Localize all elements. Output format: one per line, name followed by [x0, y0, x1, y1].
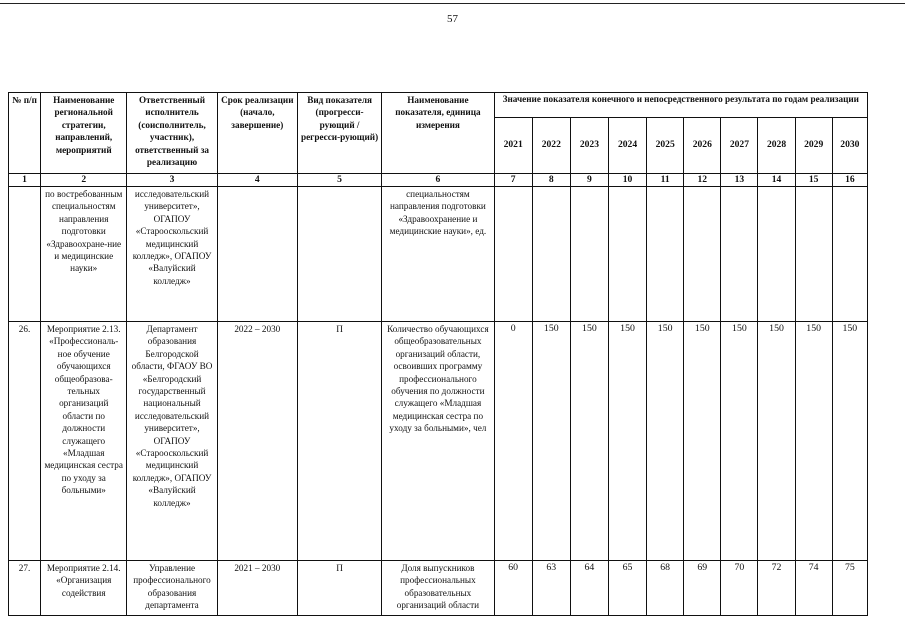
- row-value: 150: [758, 322, 795, 561]
- header-number: № п/п: [9, 93, 41, 174]
- indicators-table: [8, 92, 868, 616]
- row-value: 0: [494, 322, 532, 561]
- row-name: Мероприятие 2.13. «Профессиональ-ное обучение обучающихся общеобразова-тельных организаций области по должности служащего «Младшая медицинская сестра по уходу за больными»: [41, 322, 127, 561]
- row-value: [647, 187, 684, 322]
- row-value: [570, 187, 608, 322]
- header-year: 2021: [494, 118, 532, 174]
- page-number: 57: [447, 13, 458, 25]
- column-number: 10: [608, 174, 646, 187]
- column-number: 11: [647, 174, 684, 187]
- header-year: 2029: [795, 118, 832, 174]
- row-period: 2021 – 2030: [217, 561, 297, 616]
- column-number: 14: [758, 174, 795, 187]
- row-indicator: специальностям направления подготовки «Здравоохранение и медицинские науки», ед.: [382, 187, 494, 322]
- row-value: 72: [758, 561, 795, 616]
- header-name: Наименование региональной стратегии, направлений, мероприятий: [41, 93, 127, 174]
- row-value: 150: [832, 322, 867, 561]
- header-values-group: Значение показателя конечного и непосредственного результата по годам реализации: [494, 93, 867, 118]
- row-executor: исследовательский университет», ОГАПОУ «Старооскольский медицинский колледж», ОГАПОУ «Валуйский колледж»: [127, 187, 217, 322]
- row-name: Мероприятие 2.14. «Организация содействия: [41, 561, 127, 616]
- column-number: 15: [795, 174, 832, 187]
- row-value: 60: [494, 561, 532, 616]
- header-year: 2022: [532, 118, 570, 174]
- row-value: 150: [647, 322, 684, 561]
- row-value: 68: [647, 561, 684, 616]
- column-numbers-row: [9, 174, 868, 187]
- column-number: 5: [297, 174, 381, 187]
- row-indicator: Количество обучающихся общеобразовательных организаций области, освоивших программу профессионального обучения по должности служащего «Младшая медицинская сестра по уходу за больными», чел: [382, 322, 494, 561]
- row-value: 75: [832, 561, 867, 616]
- row-value: 150: [570, 322, 608, 561]
- row-name: по востребованным специальностям направления подготовки «Здравоохране-ние и медицинские науки»: [41, 187, 127, 322]
- column-number: 2: [41, 174, 127, 187]
- row-indicator: Доля выпускников профессиональных образовательных организаций области: [382, 561, 494, 616]
- header-year: 2030: [832, 118, 867, 174]
- row-value: [684, 187, 721, 322]
- row-value: [532, 187, 570, 322]
- row-value: 150: [721, 322, 758, 561]
- header-year: 2027: [721, 118, 758, 174]
- row-value: 150: [608, 322, 646, 561]
- row-value: 64: [570, 561, 608, 616]
- row-type: [297, 187, 381, 322]
- table-row: [9, 322, 868, 561]
- header-year: 2023: [570, 118, 608, 174]
- header-year: 2028: [758, 118, 795, 174]
- column-number: 9: [570, 174, 608, 187]
- column-number: 4: [217, 174, 297, 187]
- row-type: П: [297, 561, 381, 616]
- row-value: 150: [532, 322, 570, 561]
- row-value: [721, 187, 758, 322]
- row-value: 150: [684, 322, 721, 561]
- row-period: [217, 187, 297, 322]
- row-executor: Департамент образования Белгородской области, ФГАОУ ВО «Белгородский государственный национальный исследовательский университет», ОГАПОУ «Старооскольский медицинский колледж», ОГАПОУ «Валуйский колледж»: [127, 322, 217, 561]
- column-number: 16: [832, 174, 867, 187]
- header-indicator-type: Вид показателя (прогресси-рующий / регресси-рующий): [297, 93, 381, 174]
- row-value: 69: [684, 561, 721, 616]
- header-year: 2026: [684, 118, 721, 174]
- row-value: 63: [532, 561, 570, 616]
- column-number: 1: [9, 174, 41, 187]
- row-number: [9, 187, 41, 322]
- row-value: 70: [721, 561, 758, 616]
- column-number: 12: [684, 174, 721, 187]
- header-indicator-name: Наименование показателя, единица измерения: [382, 93, 494, 174]
- column-number: 8: [532, 174, 570, 187]
- header-year: 2025: [647, 118, 684, 174]
- row-number: 27.: [9, 561, 41, 616]
- row-value: [795, 187, 832, 322]
- column-number: 7: [494, 174, 532, 187]
- row-period: 2022 – 2030: [217, 322, 297, 561]
- row-value: [758, 187, 795, 322]
- row-value: [832, 187, 867, 322]
- row-type: П: [297, 322, 381, 561]
- header-period: Срок реализации (начало, завершение): [217, 93, 297, 174]
- column-number: 13: [721, 174, 758, 187]
- table-header-row: [9, 93, 868, 118]
- row-value: [608, 187, 646, 322]
- table-row: [9, 561, 868, 616]
- row-value: 65: [608, 561, 646, 616]
- column-number: 6: [382, 174, 494, 187]
- header-executor: Ответственный исполнитель (соисполнитель, участник), ответственный за реализацию: [127, 93, 217, 174]
- table-row: [9, 187, 868, 322]
- column-number: 3: [127, 174, 217, 187]
- row-executor: Управление профессионального образования департамента: [127, 561, 217, 616]
- page-top-rule: [0, 3, 905, 4]
- header-year: 2024: [608, 118, 646, 174]
- row-value: [494, 187, 532, 322]
- row-value: 74: [795, 561, 832, 616]
- row-value: 150: [795, 322, 832, 561]
- row-number: 26.: [9, 322, 41, 561]
